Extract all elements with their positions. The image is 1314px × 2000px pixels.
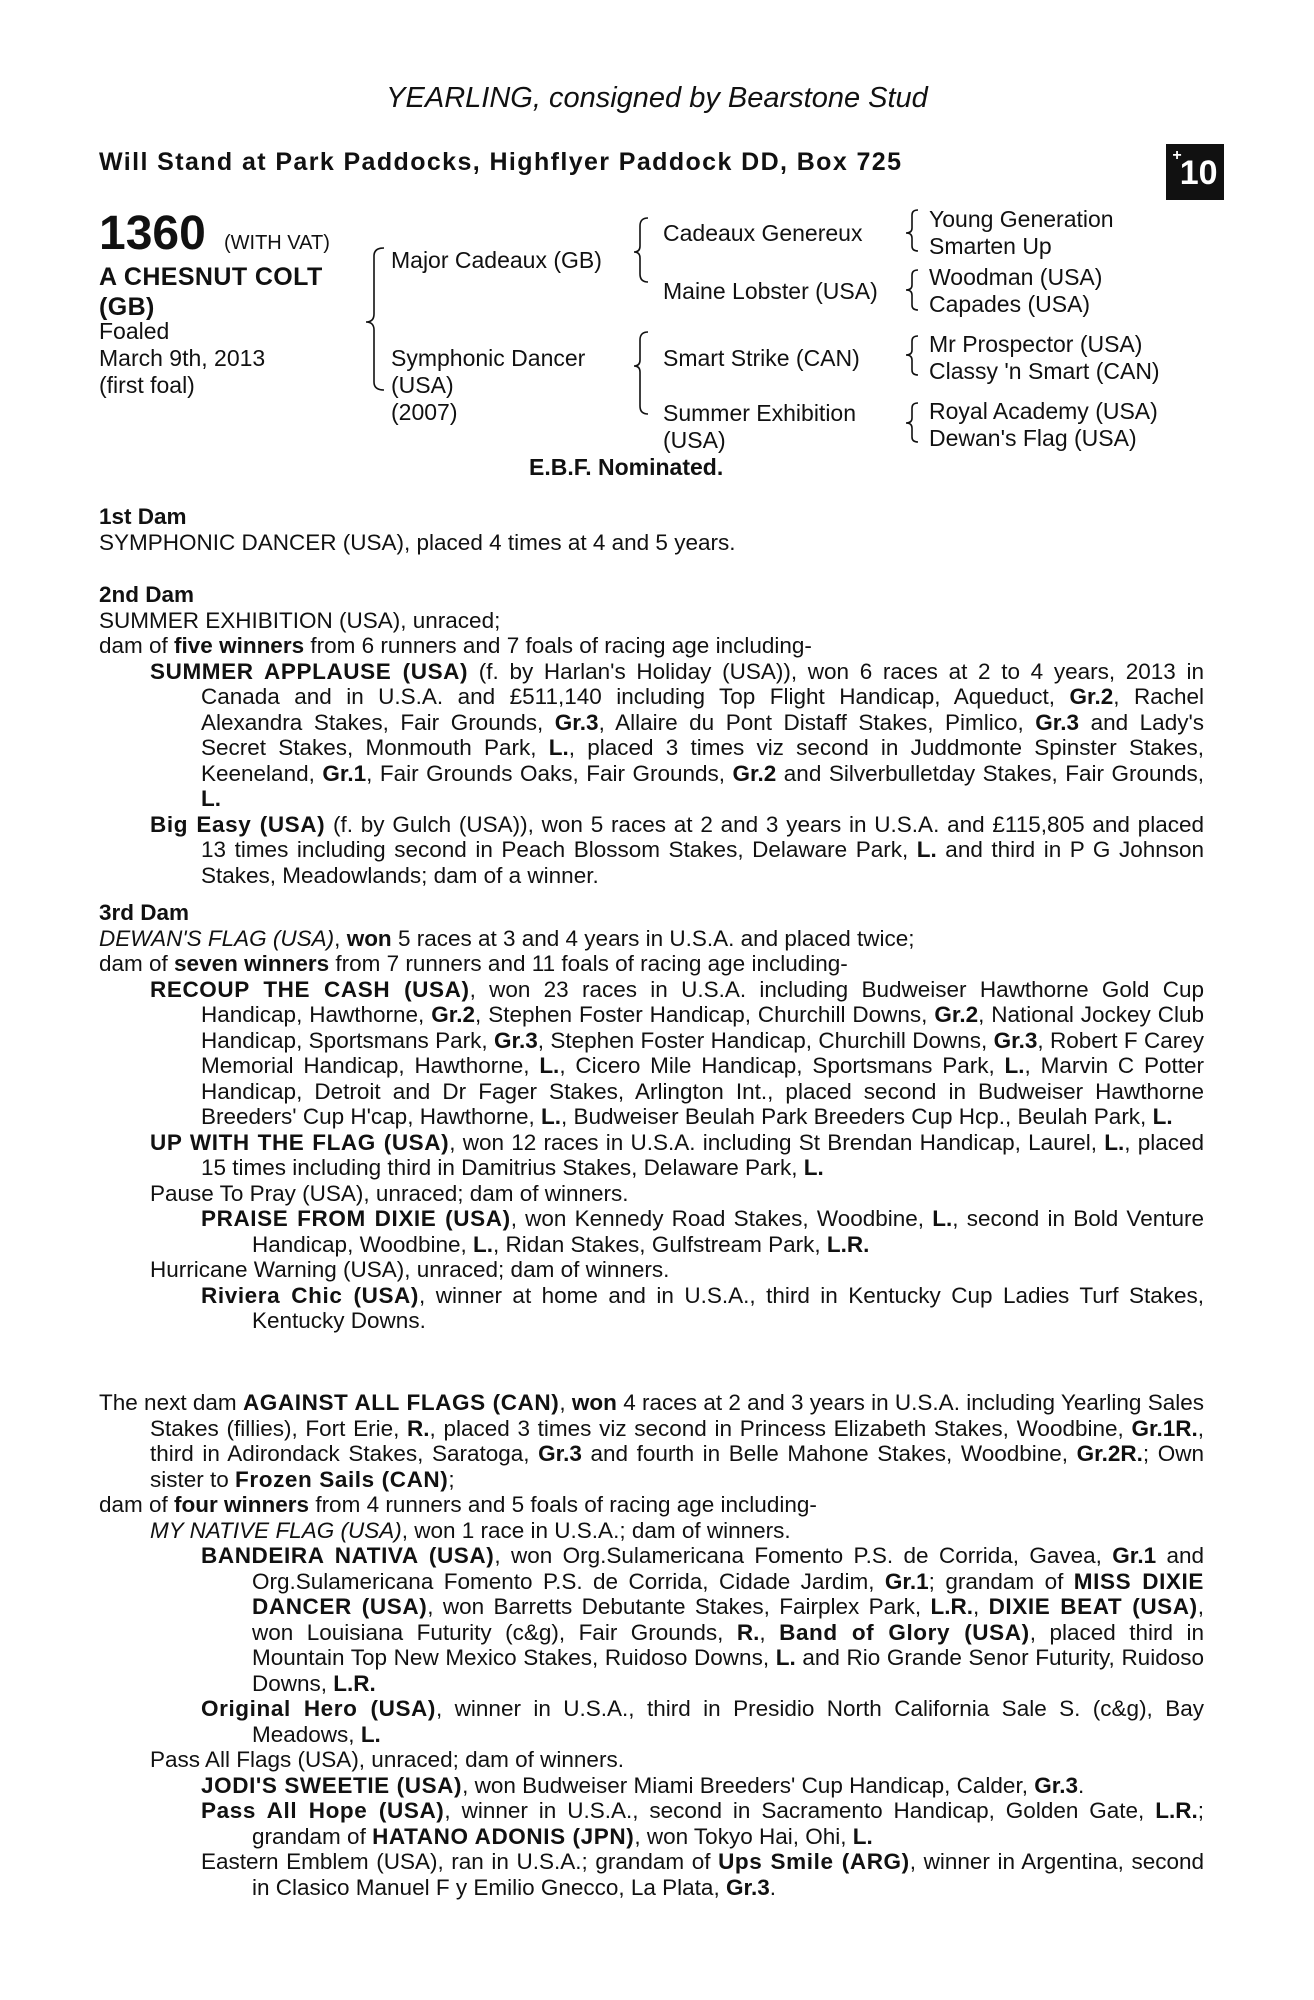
badge-plus: + [1172,147,1182,164]
produce-entry: SUMMER APPLAUSE (USA) (f. by Harlan's Holiday (USA)), won 6 races at 2 to 4 years, 2013 in Canada and in U.S.A. and £511,140 including Top Flight Handicap, Aqueduct, Gr.2, Rachel Alexandra Stakes, Fair Grounds, Gr.3, Allaire du Pont Distaff Stakes, Pimlico, Gr.3 and Lady's Secret Stakes, Monmouth Park, L., placed 3 times viz second in Juddmonte Spinster Stakes, Keeneland, Gr.1, Fair Grounds Oaks, Fair Grounds, Gr.2 and Silverbulletday Stakes, Fair Grounds, L. [150,658,1204,811]
pedigree-dam-line2: (USA) [391,372,454,398]
pedigree-dss: Mr Prospector (USA) [929,331,1143,357]
produce-entry: BANDEIRA NATIVA (USA), won Org.Sulamericana Fomento P.S. de Corrida, Gavea, Gr.1 and Org.Sulamericana Fomento P.S. de Corrida, Cidade Jardim, Gr.1; grandam of MISS DIXIE DANCER (USA), won Barretts Debutante Stakes, Fairplex Park, L.R., DIXIE BEAT (USA), won Louisiana Futurity (c&g), Fair Grounds, R., Band of Glory (USA), placed third in Mountain Top New Mexico Stakes, Ruidoso Downs, L. and Rio Grande Senor Futurity, Ruidoso Downs, L.R. [201,1543,1205,1696]
pedigree-dam-dam [663,400,856,454]
pedigree-sds: Woodman (USA) [929,264,1103,290]
stand-location: Will Stand at Park Paddocks, Highflyer Paddock DD, Box 725 [99,148,903,176]
catalogue-heading: YEARLING, consigned by Bearstone Stud [386,82,928,114]
first-dam-heading: 1st Dam [99,504,187,529]
pedigree-dsd: Classy 'n Smart (CAN) [929,358,1160,384]
ebf-nominated: E.B.F. Nominated. [529,454,724,480]
section-third-dam [99,900,1204,1334]
brace-sire [634,218,648,282]
pedigree-ssd: Smarten Up [929,233,1052,259]
produce-entry: Pass All Flags (USA), unraced; dam of winners. [150,1747,624,1772]
lot-description-line2: (GB) [99,293,155,321]
pedigree-dds: Royal Academy (USA) [929,398,1158,424]
produce-entry: MY NATIVE FLAG (USA), won 1 race in U.S.A.; dam of winners. [150,1517,791,1543]
lot-vat: (WITH VAT) [224,232,330,254]
lot-description-line1: A CHESNUT COLT [99,263,323,291]
produce-entry: RECOUP THE CASH (USA), won 23 races in U.S.A. including Budweiser Hawthorne Gold Cup Handicap, Hawthorne, Gr.2, Stephen Foster Handicap, Churchill Downs, Gr.2, National Jockey Club Handicap, Sportsmans Park, Gr.3, Stephen Foster Handicap, Churchill Downs, Gr.3, Robert F Carey Memorial Handicap, Hawthorne, L., Cicero Mile Handicap, Sportsmans Park, L., Marvin C Potter Handicap, Detroit and Dr Fager Stakes, Arlington Int., placed second in Budweiser Hawthorne Breeders' Cup H'cap, Hawthorne, L., Budweiser Beulah Park Breeders Cup Hcp., Beulah Park, L. [150,976,1205,1129]
pedigree-dam-dam-line2: (USA) [663,427,726,453]
foaled-label: Foaled [99,318,170,344]
produce-entry: PRAISE FROM DIXIE (USA), won Kennedy Road Stakes, Woodbine, L., second in Bold Venture Handicap, Woodbine, L., Ridan Stakes, Gulfstream Park, L.R. [201,1206,1204,1257]
section-first-dam [99,504,1204,555]
pedigree-dam-dam-line1: Summer Exhibition [663,400,857,426]
produce-entry: Eastern Emblem (USA), ran in U.S.A.; grandam of Ups Smile (ARG), winner in Argentina, second in Clasico Manuel F y Emilio Gnecco, La Plata, Gr.3. [201,1849,1204,1900]
brace-ss [906,210,918,251]
first-foal: (first foal) [99,372,195,398]
badge-number: 10 [1179,154,1218,192]
brace-dd [906,403,918,442]
lot-number: 1360 [99,207,206,260]
first-dam-text: SYMPHONIC DANCER (USA), placed 4 times at 4 and 5 years. [99,529,736,555]
brace-dam [634,332,648,414]
next-dam-intro: The next dam AGAINST ALL FLAGS (CAN), won 4 races at 2 and 3 years in U.S.A. including Yearling Sales Stakes (fillies), Fort Erie, R., placed 3 times viz second in Princess Elizabeth Stakes, Woodbine, Gr.1R., third in Adirondack Stakes, Saratoga, Gr.3 and fourth in Belle Mahone Stakes, Woodbine, Gr.2R.; Own sister to Frozen Sails (CAN); [99,1390,1204,1492]
produce-entry: Riviera Chic (USA), winner at home and in U.S.A., third in Kentucky Cup Ladies Turf Stakes, Kentucky Downs. [201,1282,1204,1333]
pedigree-sire-sire: Cadeaux Genereux [663,220,863,246]
produce-entry: UP WITH THE FLAG (USA), won 12 races in U.S.A. including St Brendan Handicap, Laurel, L., placed 15 times including third in Damitrius Stakes, Delaware Park, L. [150,1129,1204,1180]
pedigree-sdd: Capades (USA) [929,291,1091,317]
next-dam-produce-summary: dam of four winners from 4 runners and 5 foals of racing age including- [99,1492,817,1517]
produce-entry: Original Hero (USA), winner in U.S.A., third in Presidio North California Sale S. (c&g), Bay Meadows, L. [201,1696,1204,1747]
foaled-date: March 9th, 2013 [99,345,266,371]
section-next-dam [99,1390,1204,1900]
produce-entry: Big Easy (USA) (f. by Gulch (USA)), won 5 races at 2 and 3 years in U.S.A. and £115,805 and placed 13 times including second in Peach Blossom Stakes, Delaware Park, L. and third in P G Johnson Stakes, Meadowlands; dam of a winner. [150,811,1205,888]
second-dam-produce-summary: dam of five winners from 6 runners and 7 foals of racing age including- [99,633,812,658]
pedigree-sire-dam: Maine Lobster (USA) [663,278,878,304]
pedigree-dam [391,345,585,426]
pedigree-dam-line3: (2007) [391,399,458,425]
second-dam-heading: 2nd Dam [99,582,195,607]
pedigree-dam-line1: Symphonic Dancer [391,345,586,371]
pedigree-sss: Young Generation [929,206,1114,232]
produce-entry: Hurricane Warning (USA), unraced; dam of winners. [150,1257,670,1282]
section-second-dam [99,582,1204,888]
pedigree-ddd: Dewan's Flag (USA) [929,425,1137,451]
third-dam-produce-summary: dam of seven winners from 7 runners and 11 foals of racing age including- [99,951,848,976]
second-dam-line1: SUMMER EXHIBITION (USA), unraced; [99,607,501,633]
pedigree-sire: Major Cadeaux (GB) [391,247,602,273]
brace-main [366,248,384,390]
produce-entry: JODI'S SWEETIE (USA), won Budweiser Miami Breeders' Cup Handicap, Calder, Gr.3. [201,1772,1085,1798]
brace-sd [906,270,918,310]
produce-entry: Pass All Hope (USA), winner in U.S.A., second in Sacramento Handicap, Golden Gate, L.R.; grandam of HATANO ADONIS (JPN), won Tokyo Hai, Ohi, L. [201,1798,1205,1849]
brace-ds [906,336,918,375]
third-dam-heading: 3rd Dam [99,900,190,925]
pedigree-dam-sire: Smart Strike (CAN) [663,345,860,371]
produce-entry: Pause To Pray (USA), unraced; dam of winners. [150,1180,629,1206]
third-dam-line1: DEWAN'S FLAG (USA), won 5 races at 3 and 4 years in U.S.A. and placed twice; [99,925,915,951]
